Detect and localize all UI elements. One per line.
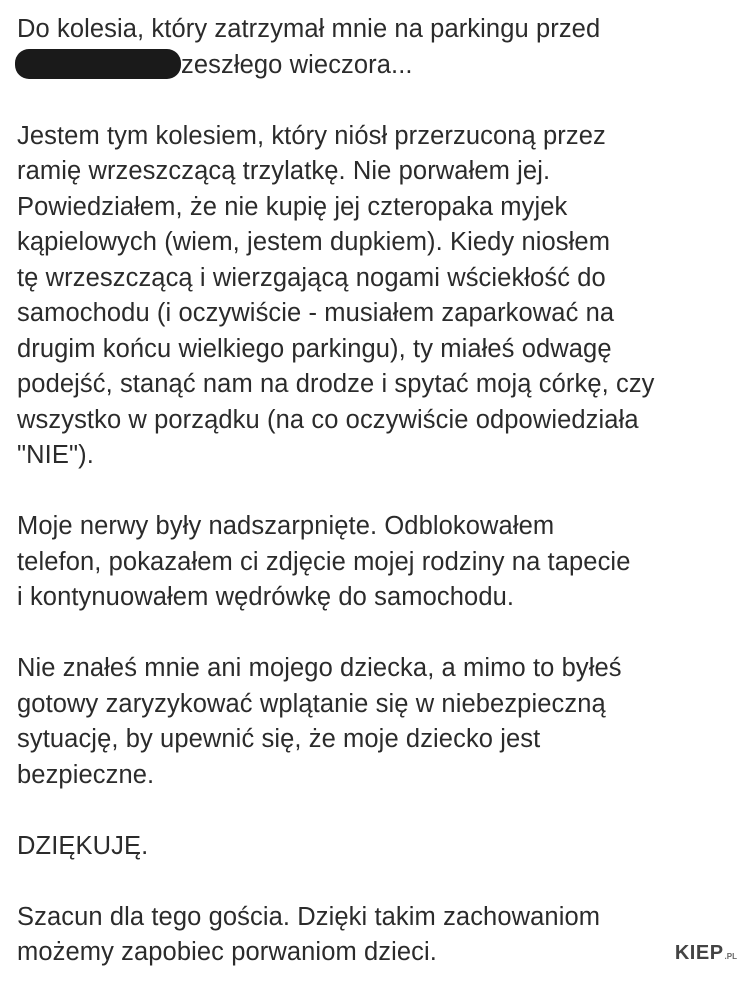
paragraph-line: Powiedziałem, że nie kupię jej czteropaka myjek <box>17 192 568 221</box>
paragraph-5 <box>17 900 733 971</box>
paragraph-3 <box>17 651 733 793</box>
paragraph-line: drugim końcu wielkiego parkingu), ty miałeś odwagę <box>17 334 612 363</box>
paragraph-1 <box>17 119 733 474</box>
intro-line-1: Do kolesia, który zatrzymał mnie na parkingu przed <box>17 15 601 43</box>
paragraph-line: tę wrzeszczącą i wierzgającą nogami wściekłość do <box>17 263 606 292</box>
paragraph-line: gotowy zaryzykować wplątanie się w niebezpieczną <box>17 689 606 718</box>
intro-line-2-text: zeszłego wieczora... <box>181 50 413 79</box>
paragraph-line: wszystko w porządku (na co oczywiście odpowiedziała <box>17 405 639 434</box>
paragraph-4 <box>17 829 733 865</box>
paragraph-line: DZIĘKUJĘ. <box>17 831 149 860</box>
paragraph-line: bezpieczne. <box>17 760 155 789</box>
paragraph-line: telefon, pokazałem ci zdjęcie mojej rodziny na tapecie <box>17 547 631 576</box>
post-body <box>17 12 733 1006</box>
paragraph-line: ramię wrzeszczącą trzylatkę. Nie porwałem jej. <box>17 157 551 185</box>
intro-paragraph <box>17 12 733 83</box>
watermark-sub: .PL <box>724 952 737 961</box>
intro-line-2 <box>17 48 733 84</box>
watermark-main: KIEP <box>674 942 724 964</box>
paragraph-line: Jestem tym kolesiem, który niósł przerzuconą przez <box>17 121 606 150</box>
paragraph-line: "NIE"). <box>17 441 94 469</box>
site-watermark <box>672 941 740 966</box>
paragraph-line: możemy zapobiec porwaniom dzieci. <box>17 938 437 966</box>
paragraph-line: podejść, stanąć nam na drodze i spytać moją córkę, czy <box>17 370 655 398</box>
paragraph-line: Moje nerwy były nadszarpnięte. Odblokowałem <box>17 512 555 540</box>
paragraph-line: kąpielowych (wiem, jestem dupkiem). Kiedy niosłem <box>17 228 611 256</box>
paragraph-line: samochodu (i oczywiście - musiałem zaparkować na <box>17 299 615 327</box>
paragraph-line: sytuację, by upewnić się, że moje dziecko jest <box>17 725 541 753</box>
paragraph-2 <box>17 509 733 616</box>
paragraph-line: i kontynuowałem wędrówkę do samochodu. <box>17 583 515 611</box>
redaction-blot <box>15 49 181 79</box>
paragraph-line: Nie znałeś mnie ani mojego dziecka, a mimo to byłeś <box>17 654 622 682</box>
paragraph-line: Szacun dla tego gościa. Dzięki takim zachowaniom <box>17 902 601 931</box>
